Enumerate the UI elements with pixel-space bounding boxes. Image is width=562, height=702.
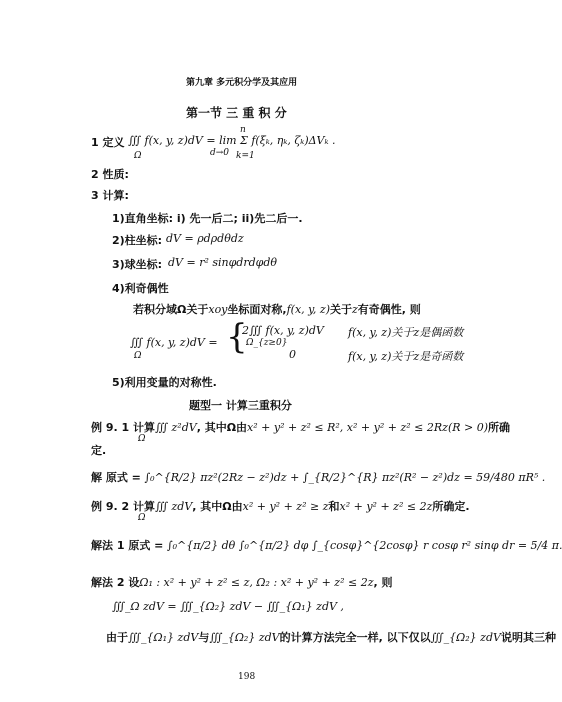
parity-case1-domain: Ω_{z≥0}	[246, 338, 288, 348]
example-9-2-condition-2: x² + y² + z² ≤ 2z	[339, 500, 433, 513]
calc-item-spherical-formula: dV = r² sinφdrdφdθ	[168, 256, 278, 269]
calc-item-cartesian: 1)直角坐标: i) 先一后二; ii)先二后一.	[112, 212, 303, 225]
definition-domain: Ω	[134, 151, 142, 161]
solution-9-2-method-2-text: , 则	[373, 576, 393, 589]
calc-item-cylindrical-formula: dV = ρdρdθdz	[166, 232, 244, 245]
definition-limit: d→0	[210, 148, 230, 158]
solution-9-2-method-1	[91, 537, 562, 553]
solution-9-1-result: 59/480 πR⁵ .	[476, 471, 546, 484]
example-9-1-integral: ∭ z²dV	[154, 421, 197, 434]
topic-title: 题型一 计算三重积分	[189, 399, 292, 412]
definition-sum-bottom: k=1	[236, 151, 255, 161]
solution-9-1-label: 解 原式 =	[91, 471, 141, 484]
solution-9-2-method-1-formula: ∫₀^{π/2} dθ ∫₀^{π/2} dφ ∫_{cosφ}^{2cosφ} r cosφ r² sinφ dr =	[166, 539, 528, 552]
page-number: 198	[238, 672, 256, 682]
solution-9-1	[91, 469, 545, 485]
last-line-integral-3: ∭_{Ω₂} zdV	[430, 631, 501, 644]
chapter-header: 第九章 多元积分学及其应用	[186, 78, 298, 88]
parity-case1-condition: f(x, y, z)关于z是偶函数	[348, 326, 464, 339]
example-9-2-text3: 所确定.	[432, 500, 470, 513]
example-9-1-text2: 所确	[488, 421, 511, 434]
parity-lhs: ∭ f(x, y, z)dV =	[130, 336, 218, 349]
example-9-2	[91, 498, 470, 514]
example-9-2-integral: ∭ zdV	[154, 500, 193, 513]
calculation-label: 3 计算:	[91, 189, 129, 202]
last-line-text-1: 由于	[106, 631, 128, 644]
parity-text-4: 有奇偶性, 则	[357, 303, 421, 316]
last-line-text-2: 与	[198, 631, 210, 644]
last-line-integral-1: ∭_{Ω₁} zdV	[128, 631, 199, 644]
example-9-2-domain: Ω	[138, 513, 146, 523]
last-line-integral-2: ∭_{Ω₂} zdV	[209, 631, 280, 644]
parity-case2-value: 0	[289, 348, 296, 361]
calc-item-spherical-label: 3)球坐标:	[112, 258, 163, 271]
parity-sentence	[133, 301, 421, 317]
example-9-2-label: 例 9. 2 计算	[91, 500, 155, 513]
solution-9-2-method-1-label: 解法 1 原式 =	[91, 539, 164, 552]
example-9-1-text3: 定.	[91, 444, 107, 457]
solution-9-2-method-2	[91, 574, 393, 590]
calc-item-symmetry: 5)利用变量的对称性.	[112, 376, 217, 389]
example-9-1	[91, 419, 510, 435]
definition-label: 1 定义	[91, 136, 125, 149]
calc-item-cylindrical-label: 2)柱坐标:	[112, 234, 163, 247]
parity-xoy: xoy	[208, 303, 228, 316]
parity-function: f(x, y, z)	[286, 303, 330, 316]
parity-case2-condition: f(x, y, z)关于z是奇函数	[348, 350, 464, 363]
piecewise-brace: {	[226, 317, 248, 357]
example-9-1-domain: Ω	[138, 434, 146, 444]
parity-lhs-domain: Ω	[134, 351, 142, 361]
parity-text-3: 关于	[330, 303, 352, 316]
solution-9-2-method-2-sets: Ω₁ : x² + y² + z² ≤ z, Ω₂ : x² + y² + z² ≤ 2z	[139, 576, 374, 589]
solution-9-1-formula: ∫₀^{R/2} πz²(2Rz − z²)dz + ∫_{R/2}^{R} πz²(R² − z²)dz =	[144, 471, 473, 484]
solution-9-2-method-2-last-line	[106, 629, 556, 645]
example-9-2-text2: 和	[328, 500, 340, 513]
definition-formula: ∭ f(x, y, z)dV = lim Σ f(ξₖ, ηₖ, ζₖ)ΔVₖ .	[128, 134, 336, 147]
last-line-text-3: 的计算方法完全一样, 以下仅以	[279, 631, 431, 644]
example-9-2-condition-1: x² + y² + z² ≥ z	[242, 500, 329, 513]
parity-text-2: 坐标面对称,	[227, 303, 287, 316]
example-9-1-text: , 其中Ω由	[196, 421, 248, 434]
calc-item-parity: 4)利奇偶性	[112, 282, 169, 295]
parity-z: z	[352, 303, 358, 316]
section-title: 第一节 三 重 积 分	[186, 106, 287, 120]
example-9-2-text: , 其中Ω由	[192, 500, 243, 513]
properties-label: 2 性质:	[91, 168, 129, 181]
example-9-1-condition: x² + y² + z² ≤ R², x² + y² + z² ≤ 2Rz(R > 0)	[247, 421, 489, 434]
example-9-1-label: 例 9. 1 计算	[91, 421, 155, 434]
solution-9-2-method-2-equation: ∭_Ω zdV = ∭_{Ω₂} zdV − ∭_{Ω₁} zdV ,	[112, 600, 344, 613]
solution-9-2-method-2-label: 解法 2 设	[91, 576, 140, 589]
solution-9-2-method-1-result: 5/4 π.	[530, 539, 562, 552]
parity-text-1: 若积分域Ω关于	[133, 303, 209, 316]
last-line-text-4: 说明其三种	[500, 631, 556, 644]
parity-case1-formula: 2∭ f(x, y, z)dV	[242, 324, 324, 337]
definition-sum-top: n	[240, 125, 246, 135]
